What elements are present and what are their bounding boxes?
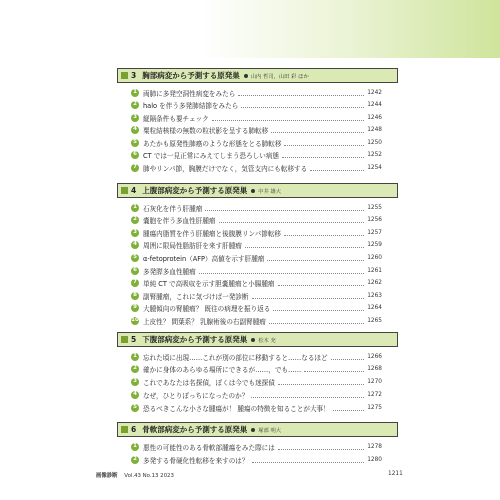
entry-number-badge: 1 [131,204,139,212]
toc-entry[interactable] [131,88,382,98]
entry-title: 上皮性？ 間葉系？ 乳腺術後の右副腎腫瘤 [143,318,266,326]
entry-page: 1250 [367,140,382,146]
toc-entry[interactable] [131,203,382,213]
entry-number-badge: 3 [131,229,139,237]
section-title: 上腹部病変から予測する原発巣 [142,186,248,195]
toc-entry[interactable] [131,291,382,301]
entry-title: 周囲に限局性脂肪肝を来す肝腫瘤 [143,242,242,250]
entry-number-badge: 3 [131,378,139,386]
toc-entry[interactable] [131,442,382,452]
dotted-leader [267,259,364,261]
entry-title: 粟粒結核様の無数の粒状影を呈する肺転移 [143,127,269,135]
entry-title: 確かに身体のあらゆる場所にできるが……，でも…… [143,366,302,374]
section-number: 3 [131,71,137,80]
entry-page: 1266 [367,354,382,360]
dotted-leader [238,94,364,96]
page-number: 1211 [388,471,403,477]
section-square-icon [121,72,128,79]
toc-entry[interactable] [131,390,382,400]
toc-entry[interactable] [131,352,382,362]
dotted-leader [310,169,364,171]
section-header-6 [117,422,398,437]
dotted-leader [252,461,365,463]
dotted-leader [212,119,364,121]
entry-title: 肺やリンパ節，胸膜だけでなく，気管支内にも転移する [143,165,308,173]
entry-number-badge: 4 [131,391,139,399]
entry-page: 1262 [367,280,382,286]
entry-title: これであなたは名探偵，ぼくは今でも迷探偵 [143,379,275,387]
entry-title: 大腫傾向の腎腫瘤？ 既往の病理を振り返る [143,305,271,313]
entry-page: 1252 [367,152,382,158]
entry-title: 単純 CT で高吸収を示す胆嚢腫瘤と小腸腫瘤 [143,280,275,288]
entry-title: halo を伴う多発肺結節をみたら [143,102,239,110]
entry-number-badge: 4 [131,126,139,134]
entry-number-badge: 1 [131,353,139,361]
entry-page: 1278 [367,444,382,450]
section-square-icon [121,187,128,194]
entry-number-badge: 7 [131,279,139,287]
toc-entry[interactable] [131,163,382,173]
section-title: 骨軟部病変から予測する原発巣 [142,425,248,434]
entry-page: 1257 [367,230,382,236]
entry-number-badge: 5 [131,404,139,412]
entry-number-badge: 2 [131,216,139,224]
section-authors: 山内 哲司，山田 彩 ほか [250,73,309,80]
entry-page: 1280 [367,457,382,463]
section-square-icon [121,336,128,343]
magazine-name: 画像診断 [96,473,118,479]
section-authors: 中井 雄大 [258,188,282,195]
entry-page: 1244 [367,102,382,108]
dotted-leader [271,131,364,133]
entry-page: 1255 [367,205,382,211]
section-title: 下腹部病変から予測する原発巣 [142,335,248,344]
section-number: 6 [131,425,137,434]
section-number: 5 [131,335,137,344]
dotted-leader [278,448,364,450]
dotted-leader [199,272,364,274]
dotted-leader [284,144,364,146]
entry-number-badge: 4 [131,241,139,249]
bullet-icon [244,74,248,78]
entry-page: 1246 [367,115,382,121]
toc-entry[interactable] [131,253,382,263]
entry-page: 1270 [367,379,382,385]
entry-page: 1275 [367,405,382,411]
entry-page: 1265 [367,318,382,324]
toc-entry[interactable] [131,125,382,135]
entry-page: 1260 [367,255,382,261]
entry-page: 1242 [367,90,382,96]
section-title: 胸部病変から予測する原発巣 [142,71,240,80]
toc-entry[interactable] [131,100,382,110]
bullet-icon [251,428,255,432]
entry-page: 1272 [367,392,382,398]
dotted-leader [219,221,365,223]
entry-title: CT では一見正常にみえてしまう恐ろしい病態 [143,152,280,160]
entry-number-badge: 6 [131,151,139,159]
toc-entry[interactable] [131,303,382,313]
entry-title: α-fetoprotein（AFP）高値を示す肝腫瘤 [143,255,265,263]
entry-page: 1248 [367,127,382,133]
entry-title: 悪性の可能性のある骨軟部腫瘍をみた際には [143,444,275,452]
dotted-leader [252,297,365,299]
dotted-leader [304,370,364,372]
toc-entry[interactable] [131,228,382,238]
section-header-5 [117,332,398,347]
section-header-4 [117,183,398,198]
entry-number-badge: 5 [131,254,139,262]
dotted-leader [273,309,364,311]
entry-title: 多発する骨硬化性転移を来すのは？ [143,457,249,465]
entry-number-badge: 1 [131,443,139,451]
section-header-3 [117,68,398,83]
entry-title: 嚢胞を伴う多血性肝腫瘤 [143,217,216,225]
entry-page: 1263 [367,293,382,299]
toc-entry[interactable] [131,240,382,250]
dotted-leader [278,383,364,385]
entry-number-badge: 3 [131,114,139,122]
toc-entry[interactable] [131,138,382,148]
entry-number-badge: 9 [131,304,139,312]
toc-entry[interactable] [131,364,382,374]
dotted-leader [269,322,364,324]
entry-title: 両肺に多発空洞性病変をみたら [143,90,236,98]
page-footer [96,471,174,479]
dotted-leader [251,396,364,398]
section-square-icon [121,426,128,433]
toc-entry[interactable] [131,150,382,160]
header-gradient-band [0,0,500,58]
entry-title: 腫瘍内脂質を伴う肝腫瘤と後腹膜リンパ節転移 [143,230,282,238]
dotted-leader [284,234,364,236]
entry-page: 1261 [367,268,382,274]
dotted-leader [241,106,364,108]
entry-title: なぜ，ひとりぼっちになったのか？ [143,392,249,400]
entry-title: 石灰化を伴う肝腫瘤 [143,205,203,213]
toc-entry[interactable] [131,113,382,123]
dotted-leader [205,209,364,211]
toc-entry[interactable] [131,403,382,413]
entry-number-badge: 8 [131,292,139,300]
entry-page: 1256 [367,217,382,223]
entry-number-badge: 5 [131,139,139,147]
toc-entry[interactable] [131,215,382,225]
entry-page: 1259 [367,242,382,248]
entry-title: 忘れた頃に出現……これが別の部位に移動すると……なるほど [143,354,328,362]
dotted-leader [331,358,365,360]
dotted-leader [245,246,364,248]
entry-number-badge: 7 [131,164,139,172]
dotted-leader [333,409,365,411]
toc-entry[interactable] [131,316,382,326]
volume-info: Vol.43 No.13 2023 [124,473,174,479]
bullet-icon [251,338,255,342]
entry-number-badge: 10 [131,317,139,324]
dotted-leader [282,156,364,158]
entry-title: 副腎腫瘤，これに気づけば一発診断 [143,293,249,301]
entry-title: 縦隔条件も要チェック [143,115,209,123]
entry-page: 1268 [367,366,382,372]
entry-number-badge: 6 [131,267,139,275]
entry-number-badge: 2 [131,365,139,373]
toc-entry[interactable] [131,278,382,288]
dotted-leader [278,284,365,286]
toc-entry[interactable] [131,377,382,387]
entry-number-badge: 1 [131,89,139,97]
bullet-icon [251,189,255,193]
toc-entry[interactable] [131,455,382,465]
entry-title: 恐るべきこんな小さな腫瘍が！ 腫瘍の特徴を知ることが大事！ [143,405,330,413]
entry-title: 多発膵多血性腫瘤 [143,268,196,276]
entry-page: 1264 [367,305,382,311]
entry-title: あたかも原発性肺癌のような形態をとる肺転移 [143,140,282,148]
toc-entry[interactable] [131,266,382,276]
entry-page: 1254 [367,165,382,171]
entry-number-badge: 2 [131,456,139,464]
section-authors: 松木 充 [258,337,276,344]
section-authors: 塚部 明大 [258,427,282,434]
entry-number-badge: 2 [131,101,139,109]
section-number: 4 [131,186,137,195]
